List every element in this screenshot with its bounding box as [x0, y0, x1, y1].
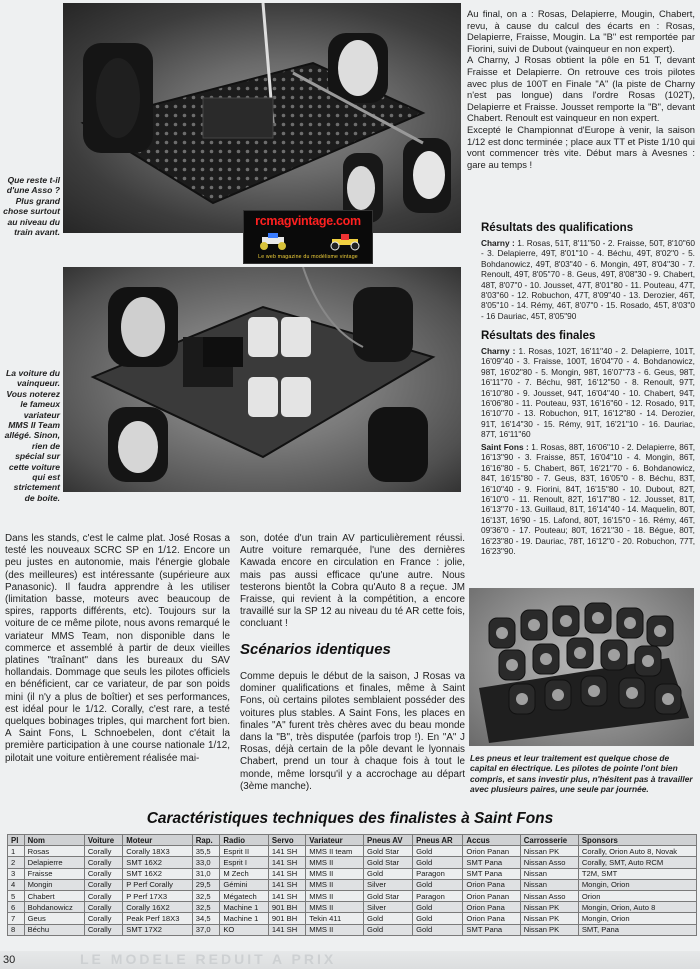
table-cell: M Zech [220, 868, 269, 879]
table-cell: Nissan Asso [520, 857, 578, 868]
table-cell: 37,0 [192, 924, 220, 935]
qualifications-title: Résultats des qualifications [481, 222, 634, 234]
table-cell: 34,5 [192, 913, 220, 924]
results-lead: Saint Fons : [481, 442, 529, 452]
table-cell: SMT 16X2 [123, 857, 193, 868]
table-cell: Esprit II [220, 846, 269, 857]
page-number: 30 [3, 954, 16, 966]
table-cell: Geus [24, 913, 84, 924]
table-header-row [8, 835, 697, 846]
table-cell: 8 [8, 924, 25, 935]
table-cell: Delapierre [24, 857, 84, 868]
table-row [8, 890, 697, 901]
table-cell: Orion Pana [463, 902, 520, 913]
table-cell: Orion Pana [463, 913, 520, 924]
table-cell: Peak Perf 18X3 [123, 913, 193, 924]
table-cell: Corally [84, 902, 122, 913]
table-cell: Corally [84, 879, 122, 890]
paragraph: A Charny, J Rosas obtient la pôle en 51 T, devant Fraisse et Delapierre. On retrouve ces trois pilotes avec plus de 100T en Finale "A" (la piste de Charny n'est pas longue) dans l'ordre Rosas (102T), Delapierre et Fraisse. Jousset remporte la "B", devant Chabert. Renoult est vainqueur en non expert. [467, 54, 695, 124]
table-cell: Esprit I [220, 857, 269, 868]
table-cell: 3 [8, 868, 25, 879]
table-cell: Nissan PK [520, 846, 578, 857]
table-row [8, 913, 697, 924]
table-cell: 32,5 [192, 890, 220, 901]
table-cell: Tekin 411 [306, 913, 364, 924]
table-cell: Mongin [24, 879, 84, 890]
table-cell: Chabert [24, 890, 84, 901]
photo2-caption: La voiture du vainqueur. Vous noterez le fameux variateur MMS II Team allégé. Sinon, rien de spécial sur cette voiture qui est strictement de boite. [4, 368, 60, 503]
table-cell: Nissan [520, 868, 578, 879]
table-cell: 35,5 [192, 846, 220, 857]
table-cell: SMT, Pana [578, 924, 696, 935]
footer-ghost-text: LE MODELE REDUIT A PRIX [80, 951, 337, 967]
rcmagvintage-logo [243, 210, 373, 264]
paragraph: Au final, on a : Rosas, Delapierre, Mougin, Chabert, revu, à cause du calcul des écarts en : Rosas, Delapierre, Fraisse, Mougin. La "B" est remportée par Fiorini, suivi de Dubout (vainqueur en non expert). [467, 8, 695, 54]
table-cell: 31,0 [192, 868, 220, 879]
table-cell: Silver [364, 879, 413, 890]
table-cell: Nissan PK [520, 924, 578, 935]
table-cell: SMT Pana [463, 857, 520, 868]
table-cell: Gold [413, 879, 463, 890]
table-cell: Machine 1 [220, 902, 269, 913]
finals-title: Résultats des finales [481, 330, 596, 342]
table-cell: 33,0 [192, 857, 220, 868]
table-cell: 4 [8, 879, 25, 890]
table-cell: 901 BH [268, 913, 305, 924]
table-cell: Gold Star [364, 846, 413, 857]
table-cell: P Perf 17X3 [123, 890, 193, 901]
table-cell: 29,5 [192, 879, 220, 890]
table-cell: Orion Pana [463, 879, 520, 890]
table-cell: Rosas [24, 846, 84, 857]
table-cell: Mongin, Orion, Auto 8 [578, 902, 696, 913]
table-cell: Corally [84, 924, 122, 935]
column-header: Pneus AV [364, 835, 413, 846]
table-cell: 141 SH [268, 924, 305, 935]
table-cell: Gold [413, 857, 463, 868]
table-cell: Béchu [24, 924, 84, 935]
table-cell: Silver [364, 902, 413, 913]
results-lead: Charny : [481, 346, 516, 356]
column-header: Sponsors [578, 835, 696, 846]
table-cell: SMT 17X2 [123, 924, 193, 935]
table-row [8, 857, 697, 868]
right-column-intro [467, 8, 695, 170]
photo3-caption: Les pneus et leur traitement est quelque chose de capital en électrique. Les pilotes de pointe l'ont bien compris, et sans investir plus, n'hésitent pas à travailler avec plusieurs paires, une seule par journée. [470, 753, 693, 795]
table-cell: Paragon [413, 890, 463, 901]
chassis-photo-front [63, 3, 461, 233]
table-cell: Bohdanowicz [24, 902, 84, 913]
table-cell: Nissan PK [520, 902, 578, 913]
table-cell: 901 BH [268, 902, 305, 913]
body-column-middle: son, dotée d'un train AV particulièrement réussi. Autre voiture remarquée, l'une des dernières Kawada encore en circulation en France : jolie, mais pas aussi efficace qu'une autre. Nous testerons bientôt la Cobra qu'Auto 8 a reçue. JM Fraisse, qui revient à la compétition, a encore travaillé sur la SP 12 au niveau du té AR cette fois, concluant ! [240, 533, 465, 630]
chassis-photo-winner [63, 267, 461, 492]
table-cell: Gold [413, 924, 463, 935]
table-cell: Nissan [520, 879, 578, 890]
table-cell: Orion Panan [463, 890, 520, 901]
table-cell: MMS II [306, 924, 364, 935]
table-cell: SMT 16X2 [123, 868, 193, 879]
table-cell: Machine 1 [220, 913, 269, 924]
table-cell: Corally, SMT, Auto RCM [578, 857, 696, 868]
logo-subtitle: Le web magazine du modélisme vintage [258, 254, 358, 260]
table-cell: KO [220, 924, 269, 935]
table-cell: SMT Pana [463, 868, 520, 879]
results-lead: Charny : [481, 238, 515, 248]
column-header: Rap. [192, 835, 220, 846]
column-header: Carrosserie [520, 835, 578, 846]
table-cell: 5 [8, 890, 25, 901]
table-cell: Orion Panan [463, 846, 520, 857]
results-text: 1. Rosas, 88T, 16'06"10 - 2. Delapierre, 86T, 16'13"90 - 3. Fraisse, 85T, 16'04"10 - 4. Mongin, 86T, 16'16"80 - 5. Chabert, 86T, 16'21"70 - 6. Bohdanowicz, 84T, 16'15"80 - 7. Geus, 83T, 16'05"0 - 8. Béchu, 83T, 16'10"40 - 9. Fiorini, 84T, 16'15"80 - 10. Dubout, 82T, 16'10"0 - 11. Renoult, 82T, 16'17"80 - 12. Jousset, 81T, 16'13"70 - 13. Guillaud, 81T, 16'14"40 - 14. Maquelin, 80T, 16'13T, 16'90 - 15. Lafond, 80T, 16'15"0 - 16. Rémy, 46T, 09'36"0 - 17. Pouteau; 80T, 16'21"30 - 18. Bégue, 80T, 16'23"80 - 19. Dauriac, 78T, 16'12"0 - 20. Robuchon, 77T, 16'23"90. [481, 442, 695, 557]
table-cell: 141 SH [268, 857, 305, 868]
table-cell: Corally 16X2 [123, 902, 193, 913]
table-cell: 1 [8, 846, 25, 857]
table-cell: Gold [413, 913, 463, 924]
kart-icon [328, 231, 362, 251]
table-cell: MMS II [306, 879, 364, 890]
column-header: Accus [463, 835, 520, 846]
table-row [8, 902, 697, 913]
body-column-middle-continued: Comme depuis le début de la saison, J Rosas va dominer qualifications et finales, même à Saint Fons, où certains pilotes semblaient posséder des voitures plus stables. A Saint Fons, les places en finales "A" furent très chères avec du beau monde dans la "B", très disputée (parfois trop !). En "A" J Rosas, déjà certain de la pôle devant le lyonnais Chabert, prend un tour à chaque fois à tout le monde, même lorsqu'il y a accrochage au départ (3ème manche). [240, 671, 465, 792]
table-body [8, 846, 697, 936]
qualifications-results [481, 238, 695, 321]
table-cell: Corally [84, 890, 122, 901]
tyres-photo [469, 588, 694, 746]
table-cell: Corally [84, 857, 122, 868]
table-cell: Corally [84, 868, 122, 879]
table-cell: Nissan PK [520, 913, 578, 924]
table-cell: Gold [413, 846, 463, 857]
table-cell: 2 [8, 857, 25, 868]
finals-results-charny [481, 346, 695, 440]
table-cell: Gold [364, 924, 413, 935]
column-header: Variateur [306, 835, 364, 846]
buggy-icon [256, 231, 290, 251]
finals-results-saint-fons [481, 442, 695, 556]
table-cell: Mongin, Orion [578, 913, 696, 924]
table-cell: Mongin, Orion [578, 879, 696, 890]
table-row [8, 924, 697, 935]
table-cell: MMS II [306, 857, 364, 868]
logo-title: rcmagvintage.com [255, 214, 361, 228]
table-cell: Mégatech [220, 890, 269, 901]
column-header: Moteur [123, 835, 193, 846]
table-row [8, 868, 697, 879]
finalists-spec-table [7, 834, 697, 936]
column-header: Pl [8, 835, 25, 846]
table-cell: Gémini [220, 879, 269, 890]
table-cell: MMS II [306, 868, 364, 879]
table-cell: Gold Star [364, 857, 413, 868]
table-cell: 7 [8, 913, 25, 924]
photo1-caption: Que reste t-il d'une Asso ? Plus grand chose surtout au niveau du train avant. [3, 175, 60, 238]
table-cell: MMS II [306, 902, 364, 913]
table-row [8, 879, 697, 890]
table-cell: MMS II team [306, 846, 364, 857]
table-cell: Gold [364, 913, 413, 924]
column-header: Nom [24, 835, 84, 846]
table-cell: MMS II [306, 890, 364, 901]
table-title: Caractéristiques techniques des finalistes à Saint Fons [146, 810, 554, 827]
table-cell: P Perf Corally [123, 879, 193, 890]
body-column-left: Dans les stands, c'est le calme plat. José Rosas a testé les nouveaux SCRC SP en 1/12. Encore un peu justes en autonomie, mais l'énergie globale (des meilleures) est intéressante (supérieure aux Panasonic). Il faudra apprendre à les utiliser (limitation basse, moteurs avec beaucoup de spires, rapports différents, etc). Toujours sur la voiture de ce même pilote, nous avons remarqué le variateur MMS Team, non disponible dans le commerce et assemblé à partir de deux vieilles platines "traînant" dans les bureaux du SAV hollandais. Dommage que seuls les pilotes officiels en bénéficient, car ce variateur, de par son poids mini (il n'y a plus de boîtier) et ses performances, est idéal pour le 1/12. Corally, c'est rare, a testé quelques bobinages triples, qui marchent fort bien. A Saint Fons, L Schnoebelen, dont c'était la première participation à une course nationale 1/12, pilotait une voiture entièrement réalisée mai- [5, 533, 230, 764]
table-cell: Gold [364, 868, 413, 879]
column-header: Servo [268, 835, 305, 846]
table-cell: 32,5 [192, 902, 220, 913]
section-heading: Scénarios identiques [240, 641, 391, 658]
column-header: Pneus AR [413, 835, 463, 846]
table-cell: 141 SH [268, 890, 305, 901]
table-cell: Corally [84, 846, 122, 857]
table-cell: Orion [578, 890, 696, 901]
table-cell: Nissan Asso [520, 890, 578, 901]
table-cell: Corally, Orion Auto 8, Novak [578, 846, 696, 857]
table-cell: T2M, SMT [578, 868, 696, 879]
results-text: 1. Rosas, 102T, 16'11"40 - 2. Delapierre, 101T, 16'09"40 - 3. Fraisse, 100T, 16'04"70 - 4. Bohdanowicz, 98T, 16'02"80 - 5. Mongin, 98T, 16'07"73 - 6. Geus, 98T, 16'11"70 - 7. Béchu, 98T, 16'12"50 - 8. Renoult, 97T, 16'10"80 - 9. Jousset, 94T, 16'04"40 - 10. Chabert, 94T, 16'06"80 - 11. Pouteau, 93T, 16'16"60 - 12. Rosado, 91T, 16'10"70 - 13. Robuchon, 91T, 16'12"80 - 14. Derozier, 91T, 16'14"30 - 15. Rémy, 91T, 16'21"10 - 16. Dauriac, 87T, 16'11"60 [481, 346, 696, 440]
table-cell: 141 SH [268, 879, 305, 890]
paragraph: Excepté le Championnat d'Europe à venir, la saison 1/12 est donc terminée ; place aux TT et Piste 1/10 qui vont commencer très vite. Début mars à Avesnes : gare au temps ! [467, 123, 695, 170]
table-cell: SMT Pana [463, 924, 520, 935]
table-cell: 6 [8, 902, 25, 913]
column-header: Radio [220, 835, 269, 846]
table-row [8, 846, 697, 857]
table-cell: Paragon [413, 868, 463, 879]
table-cell: Gold [413, 902, 463, 913]
table-cell: Corally 18X3 [123, 846, 193, 857]
results-text: 1. Rosas, 51T, 8'11"50 - 2. Fraisse, 50T, 8'10"60 - 3. Delapierre, 49T, 8'01"10 - 4. Béchu, 49T, 8'02"0 - 5. Bohdanowicz, 49T, 8'03"40 - 6. Mongin, 49T, 8'04"30 - 7. Renoult, 49T, 8'05"70 - 8. Geus, 49T, 8'08"30 - 9. Chabert, 48T, 8'07"0 - 10. Jousset, 47T, 8'01"80 - 11. Pouteau, 47T, 8'03"60 - 12. Robuchon, 47T, 8'09"40 - 13. Derozier, 46T, 8'05"10 - 14. Rémy, 46T, 8'07"0 - 15. Rosado, 45T, 8'03"0 - 16 Dauriac, 45T, 8'05"90 [481, 238, 695, 321]
table-cell: Fraisse [24, 868, 84, 879]
table-cell: 141 SH [268, 846, 305, 857]
column-header: Voiture [84, 835, 122, 846]
table-cell: Gold Star [364, 890, 413, 901]
table-cell: Corally [84, 913, 122, 924]
table-cell: 141 SH [268, 868, 305, 879]
